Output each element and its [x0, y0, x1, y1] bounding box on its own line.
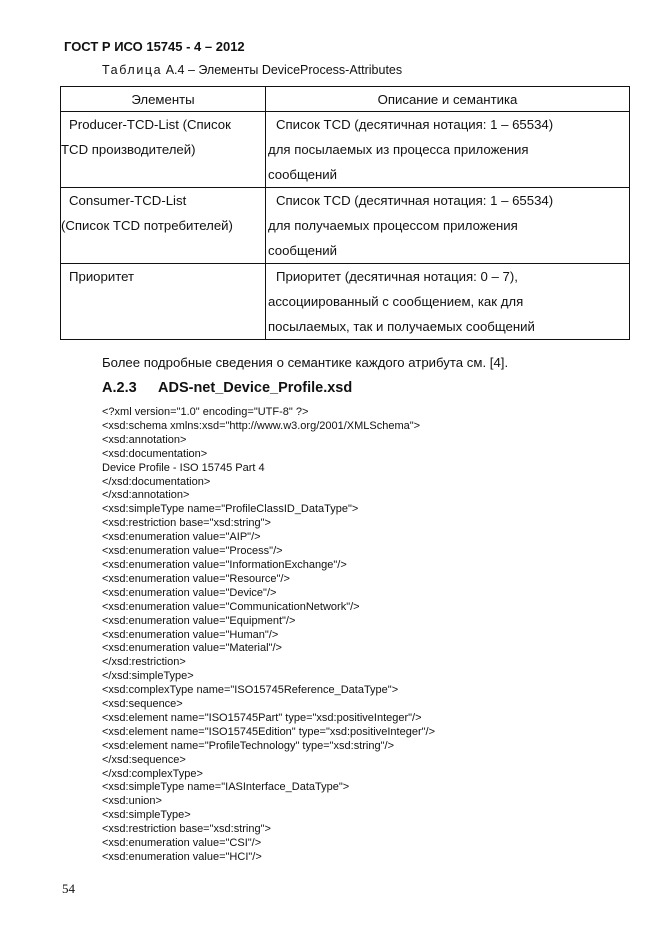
- cell-line: Consumer-TCD-List: [69, 193, 187, 208]
- column-header-elements: Элементы: [61, 87, 266, 112]
- table-row: [61, 112, 630, 188]
- element-cell: [61, 112, 266, 188]
- cell-line: сообщений: [268, 167, 338, 182]
- code-line: </xsd:documentation>: [102, 475, 211, 488]
- code-line: <xsd:enumeration value="Device"/>: [102, 586, 277, 599]
- description-cell: [266, 264, 630, 340]
- document-header: ГОСТ Р ИСО 15745 - 4 – 2012: [64, 39, 245, 54]
- table-caption: [102, 63, 402, 77]
- cell-line: Producer-TCD-List (Список: [69, 117, 231, 132]
- cell-line: Список TCD (десятичная нотация: 1 – 65534): [276, 193, 554, 208]
- code-line: </xsd:restriction>: [102, 656, 186, 669]
- section-heading: [102, 380, 352, 396]
- cell-line: Список TCD (десятичная нотация: 1 – 65534): [276, 117, 554, 132]
- section-title: ADS-net_Device_Profile.xsd: [158, 380, 353, 396]
- code-line: <xsd:simpleType name="IASInterface_DataType">: [102, 781, 350, 794]
- semantics-note: Более подробные сведения о семантике каждого атрибута см. [4].: [102, 355, 509, 370]
- cell-line: (Список TCD потребителей): [61, 218, 233, 233]
- code-line: <xsd:enumeration value="Material"/>: [102, 642, 282, 655]
- description-cell: [266, 188, 630, 264]
- code-line: <?xml version="1.0" encoding="UTF-8" ?>: [102, 406, 309, 418]
- code-line: </xsd:complexType>: [102, 767, 203, 780]
- cell-line: TCD производителей): [61, 142, 196, 157]
- code-line: </xsd:annotation>: [102, 489, 190, 502]
- cell-line: Приоритет (десятичная нотация: 0 – 7),: [276, 269, 518, 284]
- code-line: <xsd:enumeration value="Human"/>: [102, 628, 279, 641]
- code-line: <xsd:enumeration value="Equipment"/>: [102, 614, 296, 627]
- code-line: </xsd:simpleType>: [102, 670, 194, 683]
- code-line: <xsd:enumeration value="HCI"/>: [102, 851, 262, 863]
- code-line: <xsd:enumeration value="CSI"/>: [102, 837, 262, 850]
- code-line: <xsd:documentation>: [102, 447, 208, 460]
- code-line: <xsd:union>: [102, 795, 162, 808]
- cell-line: ассоциированный с сообщением, как для: [268, 294, 524, 309]
- code-line: <xsd:enumeration value="InformationExchange"/>: [102, 558, 347, 571]
- xsd-code-listing: [102, 406, 435, 865]
- code-line: <xsd:element name="ISO15745Edition" type="xsd:positiveInteger"/>: [102, 725, 435, 738]
- code-line: Device Profile - ISO 15745 Part 4: [102, 461, 265, 474]
- code-line: <xsd:sequence>: [102, 698, 183, 711]
- cell-line: Приоритет: [69, 269, 135, 284]
- code-line: <xsd:enumeration value="Resource"/>: [102, 572, 290, 585]
- table-caption-number: А.4: [165, 63, 185, 77]
- code-line: <xsd:enumeration value="AIP"/>: [102, 531, 261, 544]
- table-row: [61, 264, 630, 340]
- code-line: <xsd:restriction base="xsd:string">: [102, 823, 271, 836]
- table-header-row: [61, 87, 630, 112]
- column-header-description: Описание и семантика: [266, 87, 630, 112]
- code-line: <xsd:element name="ProfileTechnology" type="xsd:string"/>: [102, 739, 394, 752]
- code-line: <xsd:restriction base="xsd:string">: [102, 517, 271, 530]
- table-caption-label: Таблица: [102, 63, 163, 77]
- code-line: <xsd:simpleType>: [102, 809, 191, 822]
- code-line: <xsd:complexType name="ISO15745Reference_DataType">: [102, 684, 399, 697]
- code-line: <xsd:element name="ISO15745Part" type="xsd:positiveInteger"/>: [102, 711, 422, 724]
- table-row: [61, 188, 630, 264]
- page-number: 54: [62, 881, 75, 896]
- element-cell: [61, 264, 266, 340]
- description-cell: [266, 112, 630, 188]
- table-caption-title: – Элементы DeviceProcess-Attributes: [184, 63, 403, 77]
- code-line: </xsd:sequence>: [102, 753, 186, 766]
- cell-line: для посылаемых из процесса приложения: [268, 142, 529, 157]
- code-line: <xsd:enumeration value="CommunicationNetwork"/>: [102, 600, 360, 613]
- code-line: <xsd:annotation>: [102, 433, 187, 446]
- attributes-table: [60, 86, 630, 340]
- code-line: <xsd:simpleType name="ProfileClassID_DataType">: [102, 503, 359, 516]
- element-cell: [61, 188, 266, 264]
- section-number: A.2.3: [102, 380, 137, 396]
- cell-line: сообщений: [268, 243, 338, 258]
- cell-line: посылаемых, так и получаемых сообщений: [268, 319, 535, 334]
- code-line: <xsd:schema xmlns:xsd="http://www.w3.org/2001/XMLSchema">: [102, 419, 421, 432]
- code-line: <xsd:enumeration value="Process"/>: [102, 545, 283, 558]
- cell-line: для получаемых процессом приложения: [268, 218, 518, 233]
